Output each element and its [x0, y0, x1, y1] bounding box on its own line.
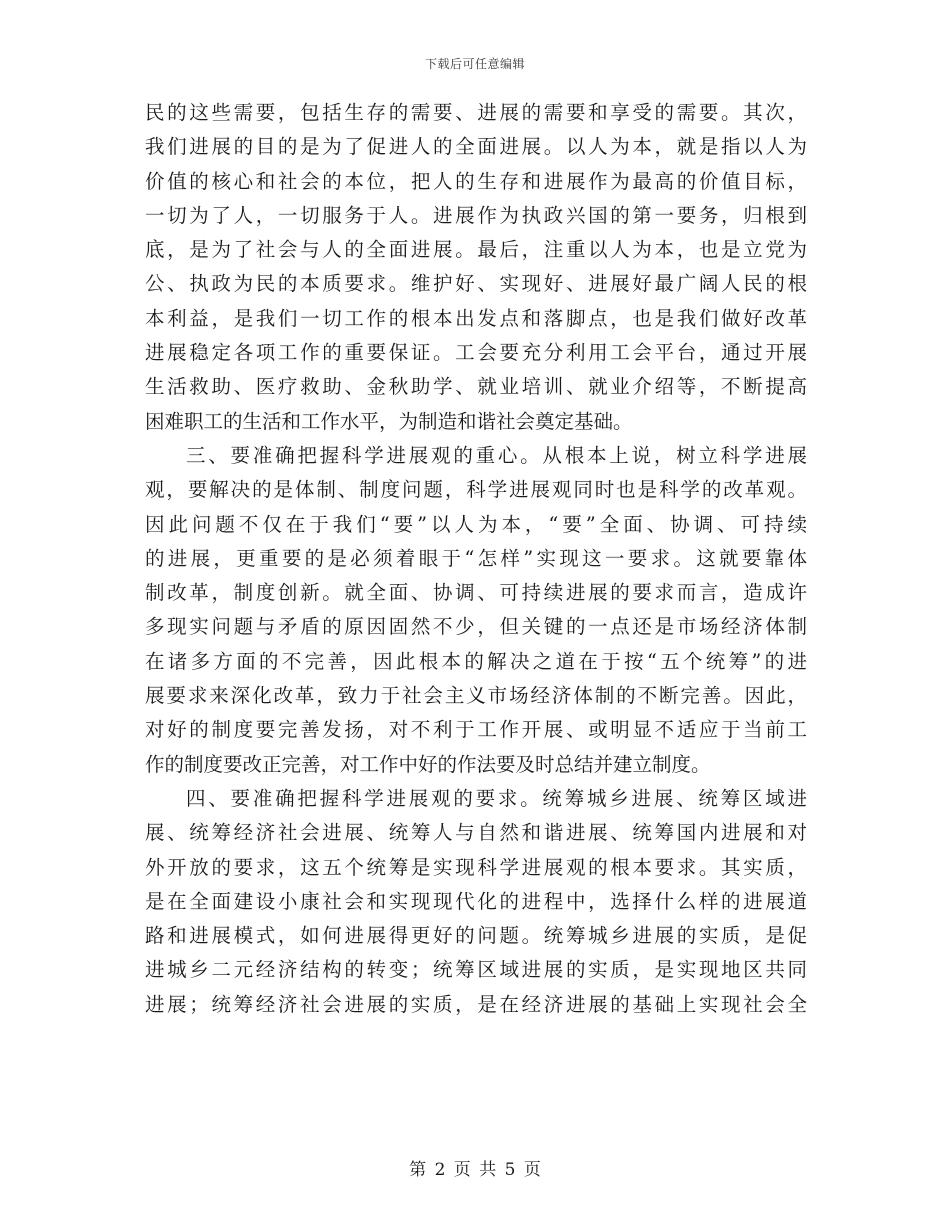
text-line: 观，要解决的是体制、制度问题，科学进展观同时也是科学的改革观。 — [145, 478, 807, 502]
text-line: 民的这些需要，包括生存的需要、进展的需要和享受的需要。其次， — [145, 101, 807, 124]
text-line: 是在全面建设小康社会和实现现代化的进程中，选择什么样的进展道 — [145, 889, 807, 913]
text-line: 外开放的要求，这五个统筹是实现科学进展观的根本要求。其实质， — [145, 855, 807, 879]
text-line: 一切为了人，一切服务于人。进展作为执政兴国的第一要务，归根到 — [145, 203, 807, 227]
text-line: 底，是为了社会与人的全面进展。最后，注重以人为本，也是立党为 — [145, 238, 807, 262]
text-line: 因此问题不仅在于我们“要”以人为本，“要”全面、协调、可持续 — [145, 512, 807, 536]
text-line: 困难职工的生活和工作水平，为制造和谐社会奠定基础。 — [145, 409, 633, 433]
text-line: 展要求来深化改革，致力于社会主义市场经济体制的不断完善。因此， — [145, 684, 807, 708]
paragraph-2 — [145, 439, 807, 782]
text-line: 作的制度要改正完善，对工作中好的作法要及时总结并建立制度。 — [145, 752, 711, 776]
text-line: 本利益，是我们一切工作的根本出发点和落脚点，也是我们做好改革 — [145, 306, 807, 330]
document-body — [145, 96, 807, 1022]
text-line: 多现实问题与矛盾的原因固然不少，但关键的一点还是市场经济体制 — [145, 615, 807, 639]
text-line: 进展；统筹经济社会进展的实质，是在经济进展的基础上实现社会全 — [145, 992, 807, 1016]
text-line: 路和进展模式，如何进展得更好的问题。统筹城乡进展的实质，是促 — [145, 924, 807, 948]
text-line: 在诸多方面的不完善，因此根本的解决之道在于按“五个统筹”的进 — [145, 649, 807, 673]
text-line: 公、执政为民的本质要求。维护好、实现好、进展好最广阔人民的根 — [145, 272, 807, 296]
paragraph-3 — [145, 782, 807, 1022]
text-line: 的进展，更重要的是必须着眼于“怎样”实现这一要求。这就要靠体 — [145, 546, 807, 570]
text-line: 四、要准确把握科学进展观的要求。统筹城乡进展、统筹区域进 — [186, 786, 807, 810]
text-line: 生活救助、医疗救助、金秋助学、就业培训、就业介绍等，不断提高 — [145, 375, 807, 399]
text-line: 我们进展的目的是为了促进人的全面进展。以人为本，就是指以人为 — [145, 135, 807, 159]
text-line: 制改革，制度创新。就全面、协调、可持续进展的要求而言，造成许 — [145, 581, 807, 605]
text-line: 价值的核心和社会的本位，把人的生存和进展作为最高的价值目标， — [145, 169, 807, 193]
text-line: 三、要准确把握科学进展观的重心。从根本上说，树立科学进展 — [186, 443, 807, 467]
page-number-footer: 第 2 页 共 5 页 — [409, 1160, 541, 1180]
text-line: 展、统筹经济社会进展、统筹人与自然和谐进展、统筹国内进展和对 — [145, 821, 807, 845]
paragraph-1 — [145, 96, 807, 439]
page-header-note: 下载后可任意编辑 — [424, 57, 525, 71]
text-line: 进展稳定各项工作的重要保证。工会要充分利用工会平台，通过开展 — [145, 341, 807, 365]
text-line: 进城乡二元经济结构的转变；统筹区域进展的实质，是实现地区共同 — [145, 958, 807, 982]
text-line: 对好的制度要完善发扬，对不利于工作开展、或明显不适应于当前工 — [145, 718, 807, 742]
